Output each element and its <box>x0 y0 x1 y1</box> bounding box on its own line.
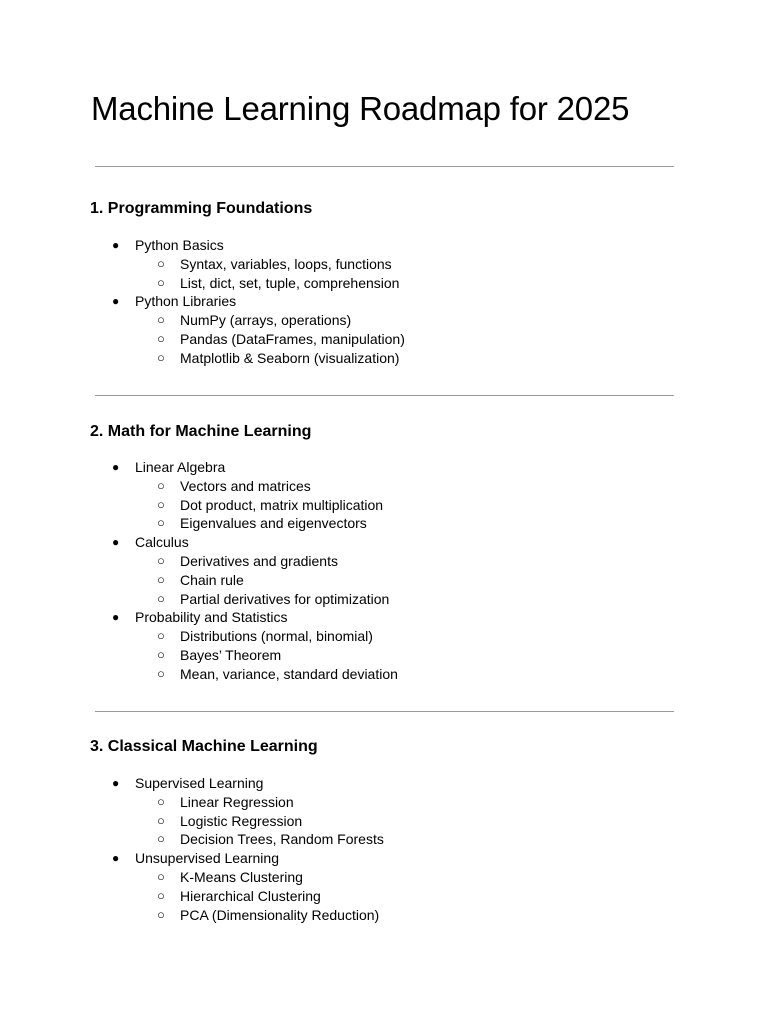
sub-list-item-label: K-Means Clustering <box>180 868 303 885</box>
sub-list-item-label: Chain rule <box>180 571 244 588</box>
list-item-label: Python Libraries <box>135 293 237 310</box>
circle-bullet-icon: ○ <box>157 646 165 662</box>
sub-list-item-label: Matplotlib & Seaborn (visualization) <box>180 349 400 366</box>
sub-list-item-label: PCA (Dimensionality Reduction) <box>180 906 380 923</box>
sub-list-item-label: Decision Trees, Random Forests <box>180 831 384 848</box>
bullet-icon: ● <box>112 851 120 866</box>
sub-list-item <box>90 793 384 812</box>
section-heading: 1. Programming Foundations <box>90 200 313 217</box>
divider <box>95 166 674 167</box>
list-item-row <box>90 849 384 868</box>
sub-list-item-label: Pandas (DataFrames, manipulation) <box>180 330 405 347</box>
circle-bullet-icon: ○ <box>157 496 165 512</box>
sub-list-item <box>90 496 398 515</box>
sub-list-item <box>90 906 384 925</box>
list-item-label: Unsupervised Learning <box>135 850 279 867</box>
sub-list-item-label: Hierarchical Clustering <box>180 887 321 904</box>
sub-list-item-label: Syntax, variables, loops, functions <box>180 255 392 272</box>
sub-list <box>90 255 405 293</box>
sub-list-item <box>90 830 384 849</box>
sub-list-item <box>90 887 384 906</box>
sub-list-item-label: Dot product, matrix multiplication <box>180 496 384 513</box>
sub-list-item <box>90 590 398 609</box>
circle-bullet-icon: ○ <box>157 571 165 587</box>
list-item-label: Supervised Learning <box>135 775 264 791</box>
bullet-icon: ● <box>112 460 120 474</box>
sub-list <box>90 793 384 849</box>
sub-list-item <box>90 646 398 665</box>
sub-list-item <box>90 274 405 293</box>
circle-bullet-icon: ○ <box>157 312 165 328</box>
sub-list <box>90 477 398 533</box>
sub-list-item <box>90 330 405 349</box>
circle-bullet-icon: ○ <box>157 515 165 531</box>
circle-bullet-icon: ○ <box>157 887 165 903</box>
list-item <box>90 533 398 608</box>
circle-bullet-icon: ○ <box>157 477 165 493</box>
list-item <box>90 849 384 924</box>
section-heading: 3. Classical Machine Learning <box>90 738 318 755</box>
circle-bullet-icon: ○ <box>157 831 165 847</box>
sub-list-item <box>90 571 398 590</box>
sub-list-item <box>90 349 405 368</box>
circle-bullet-icon: ○ <box>157 868 165 884</box>
sub-list-item-label: Bayes’ Theorem <box>180 646 282 663</box>
sub-list-item <box>90 255 405 274</box>
list-item-label: Linear Algebra <box>135 459 226 475</box>
sub-list-item <box>90 627 398 646</box>
list-item-row <box>90 774 384 793</box>
sub-list-item-label: Derivatives and gradients <box>180 552 338 569</box>
list-item <box>90 292 405 367</box>
list-item-label: Probability and Statistics <box>135 609 288 626</box>
circle-bullet-icon: ○ <box>157 906 165 922</box>
sub-list-item-label: List, dict, set, tuple, comprehension <box>180 274 400 291</box>
sub-list-item-label: Linear Regression <box>180 793 294 810</box>
sub-list-item-label: Logistic Regression <box>180 812 303 829</box>
list-item-label: Python Basics <box>135 237 224 253</box>
sub-list-item <box>90 514 398 533</box>
section-list <box>90 774 384 924</box>
sub-list-item <box>90 552 398 571</box>
list-item-label: Calculus <box>135 534 189 551</box>
section-list <box>90 236 405 368</box>
circle-bullet-icon: ○ <box>157 590 165 606</box>
sub-list-item <box>90 665 398 684</box>
sub-list-item-label: Mean, variance, standard deviation <box>180 665 398 682</box>
circle-bullet-icon: ○ <box>157 349 165 365</box>
list-item-row <box>90 533 398 552</box>
bullet-icon: ● <box>112 776 120 790</box>
bullet-icon: ● <box>112 238 120 252</box>
document-title: Machine Learning Roadmap for 2025 <box>91 90 630 127</box>
section-list <box>90 458 398 684</box>
sub-list-item-label: Eigenvalues and eigenvectors <box>180 515 367 532</box>
bullet-icon: ● <box>112 610 120 625</box>
list-item <box>90 458 398 533</box>
circle-bullet-icon: ○ <box>157 255 165 271</box>
list-item-row <box>90 458 398 477</box>
circle-bullet-icon: ○ <box>157 330 165 346</box>
circle-bullet-icon: ○ <box>157 552 165 568</box>
bullet-icon: ● <box>112 294 120 309</box>
list-item <box>90 236 405 292</box>
sub-list-item <box>90 311 405 330</box>
sub-list-item <box>90 477 398 496</box>
circle-bullet-icon: ○ <box>157 812 165 828</box>
list-item-row <box>90 608 398 627</box>
sub-list-item-label: NumPy (arrays, operations) <box>180 312 352 329</box>
divider <box>95 711 674 712</box>
sub-list-item <box>90 812 384 831</box>
list-item-row <box>90 292 405 311</box>
sub-list-item-label: Partial derivatives for optimization <box>180 590 390 607</box>
sub-list-item <box>90 868 384 887</box>
circle-bullet-icon: ○ <box>157 665 165 681</box>
circle-bullet-icon: ○ <box>157 628 165 644</box>
section-heading: 2. Math for Machine Learning <box>90 423 312 440</box>
sub-list <box>90 627 398 683</box>
bullet-icon: ● <box>112 535 120 550</box>
list-item <box>90 608 398 683</box>
sub-list-item-label: Distributions (normal, binomial) <box>180 628 373 645</box>
sub-list <box>90 868 384 924</box>
sub-list <box>90 311 405 367</box>
circle-bullet-icon: ○ <box>157 274 165 290</box>
divider <box>95 395 674 396</box>
sub-list-item-label: Vectors and matrices <box>180 477 311 494</box>
circle-bullet-icon: ○ <box>157 793 165 809</box>
list-item <box>90 774 384 849</box>
sub-list <box>90 552 398 608</box>
list-item-row <box>90 236 405 255</box>
